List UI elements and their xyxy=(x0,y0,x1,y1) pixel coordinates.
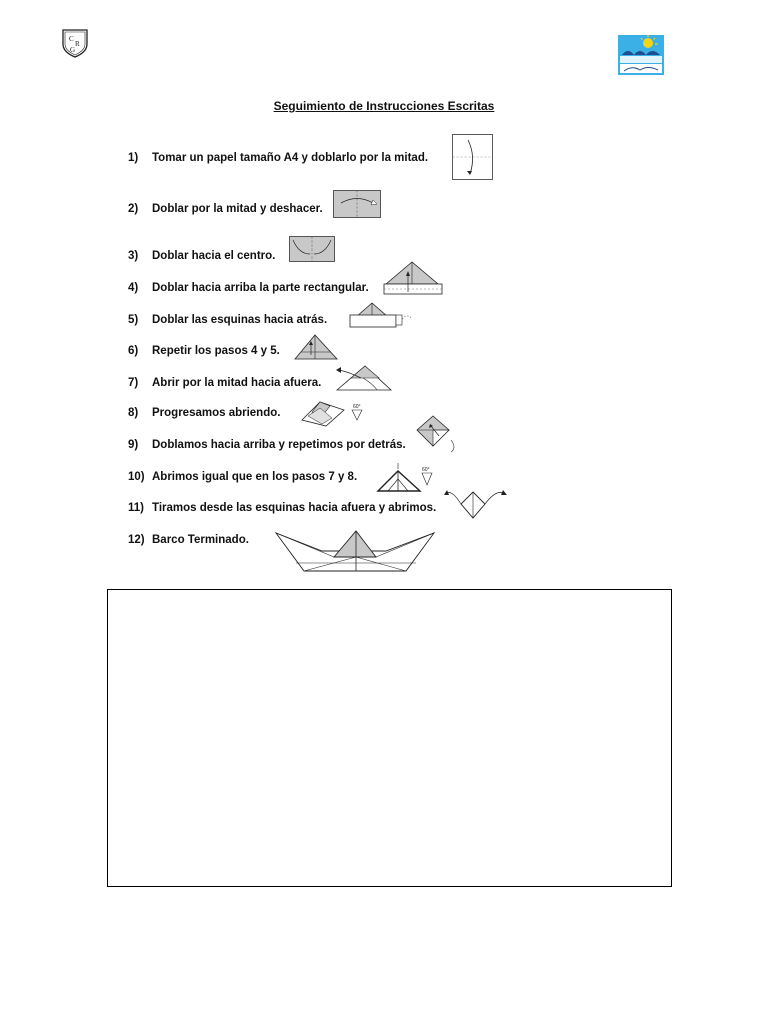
step-number: 12) xyxy=(128,534,145,546)
svg-text:60°: 60° xyxy=(353,404,361,410)
step-6 xyxy=(128,345,280,357)
diagram-step-1-paper-fold xyxy=(452,134,494,180)
diagram-step-7-open-middle xyxy=(333,364,393,392)
svg-text:G: G xyxy=(70,46,76,54)
step-number: 4) xyxy=(128,282,139,294)
step-5 xyxy=(128,314,327,326)
page-title: Seguimiento de Instrucciones Escritas xyxy=(273,99,495,113)
diagram-step-12-finished-boat xyxy=(276,529,436,575)
step-text: Abrir por la mitad hacia afuera. xyxy=(152,377,322,389)
shield-seal-icon xyxy=(60,28,90,58)
step-text: Abrimos igual que en los pasos 7 y 8. xyxy=(152,471,358,483)
step-text: Doblar las esquinas hacia atrás. xyxy=(152,314,328,326)
step-12 xyxy=(128,534,249,546)
step-number: 1) xyxy=(128,152,139,164)
sun-waves-logo-icon xyxy=(618,35,664,75)
step-number: 5) xyxy=(128,314,139,326)
step-number: 7) xyxy=(128,377,139,389)
svg-text:60°: 60° xyxy=(422,467,430,473)
step-11 xyxy=(128,502,436,514)
svg-text:R: R xyxy=(75,40,80,48)
step-1 xyxy=(128,152,428,164)
step-number: 10) xyxy=(128,471,145,483)
diagram-step-4-fold-up xyxy=(382,260,444,296)
diagram-step-8-opening xyxy=(300,398,368,428)
step-number: 2) xyxy=(128,203,139,215)
step-text: Tiramos desde las esquinas hacia afuera y abrimos. xyxy=(152,502,437,514)
step-number: 11) xyxy=(128,502,144,514)
step-number: 6) xyxy=(128,345,139,357)
diagram-step-2-fold-unfold xyxy=(333,190,381,218)
step-text: Doblamos hacia arriba y repetimos por detrás. xyxy=(152,439,406,451)
diagram-step-9-fold-up-repeat xyxy=(415,414,461,454)
step-number: 3) xyxy=(128,250,139,262)
step-7 xyxy=(128,377,321,389)
step-2 xyxy=(128,203,323,215)
diagram-step-3-fold-center xyxy=(289,236,335,262)
step-text: Progresamos abriendo. xyxy=(152,407,281,419)
drawing-answer-box[interactable] xyxy=(107,589,672,887)
step-number: 9) xyxy=(128,439,139,451)
step-4 xyxy=(128,282,369,294)
step-text: Doblar hacia arriba la parte rectangular. xyxy=(152,282,369,294)
step-9 xyxy=(128,439,406,451)
step-number: 8) xyxy=(128,407,139,419)
step-text: Doblar por la mitad y deshacer. xyxy=(152,203,323,215)
step-text: Barco Terminado. xyxy=(152,534,249,546)
step-3 xyxy=(128,250,275,262)
diagram-step-5-corners-back xyxy=(348,301,414,331)
diagram-step-10-open-again xyxy=(376,461,440,495)
diagram-step-11-pull-corners xyxy=(443,484,509,520)
step-text: Repetir los pasos 4 y 5. xyxy=(152,345,280,357)
step-text: Doblar hacia el centro. xyxy=(152,250,276,262)
svg-text:C: C xyxy=(69,35,74,43)
step-10 xyxy=(128,471,357,483)
step-text: Tomar un papel tamaño A4 y doblarlo por la mitad. xyxy=(152,152,429,164)
step-8 xyxy=(128,407,280,419)
diagram-step-6-repeat xyxy=(293,333,339,361)
